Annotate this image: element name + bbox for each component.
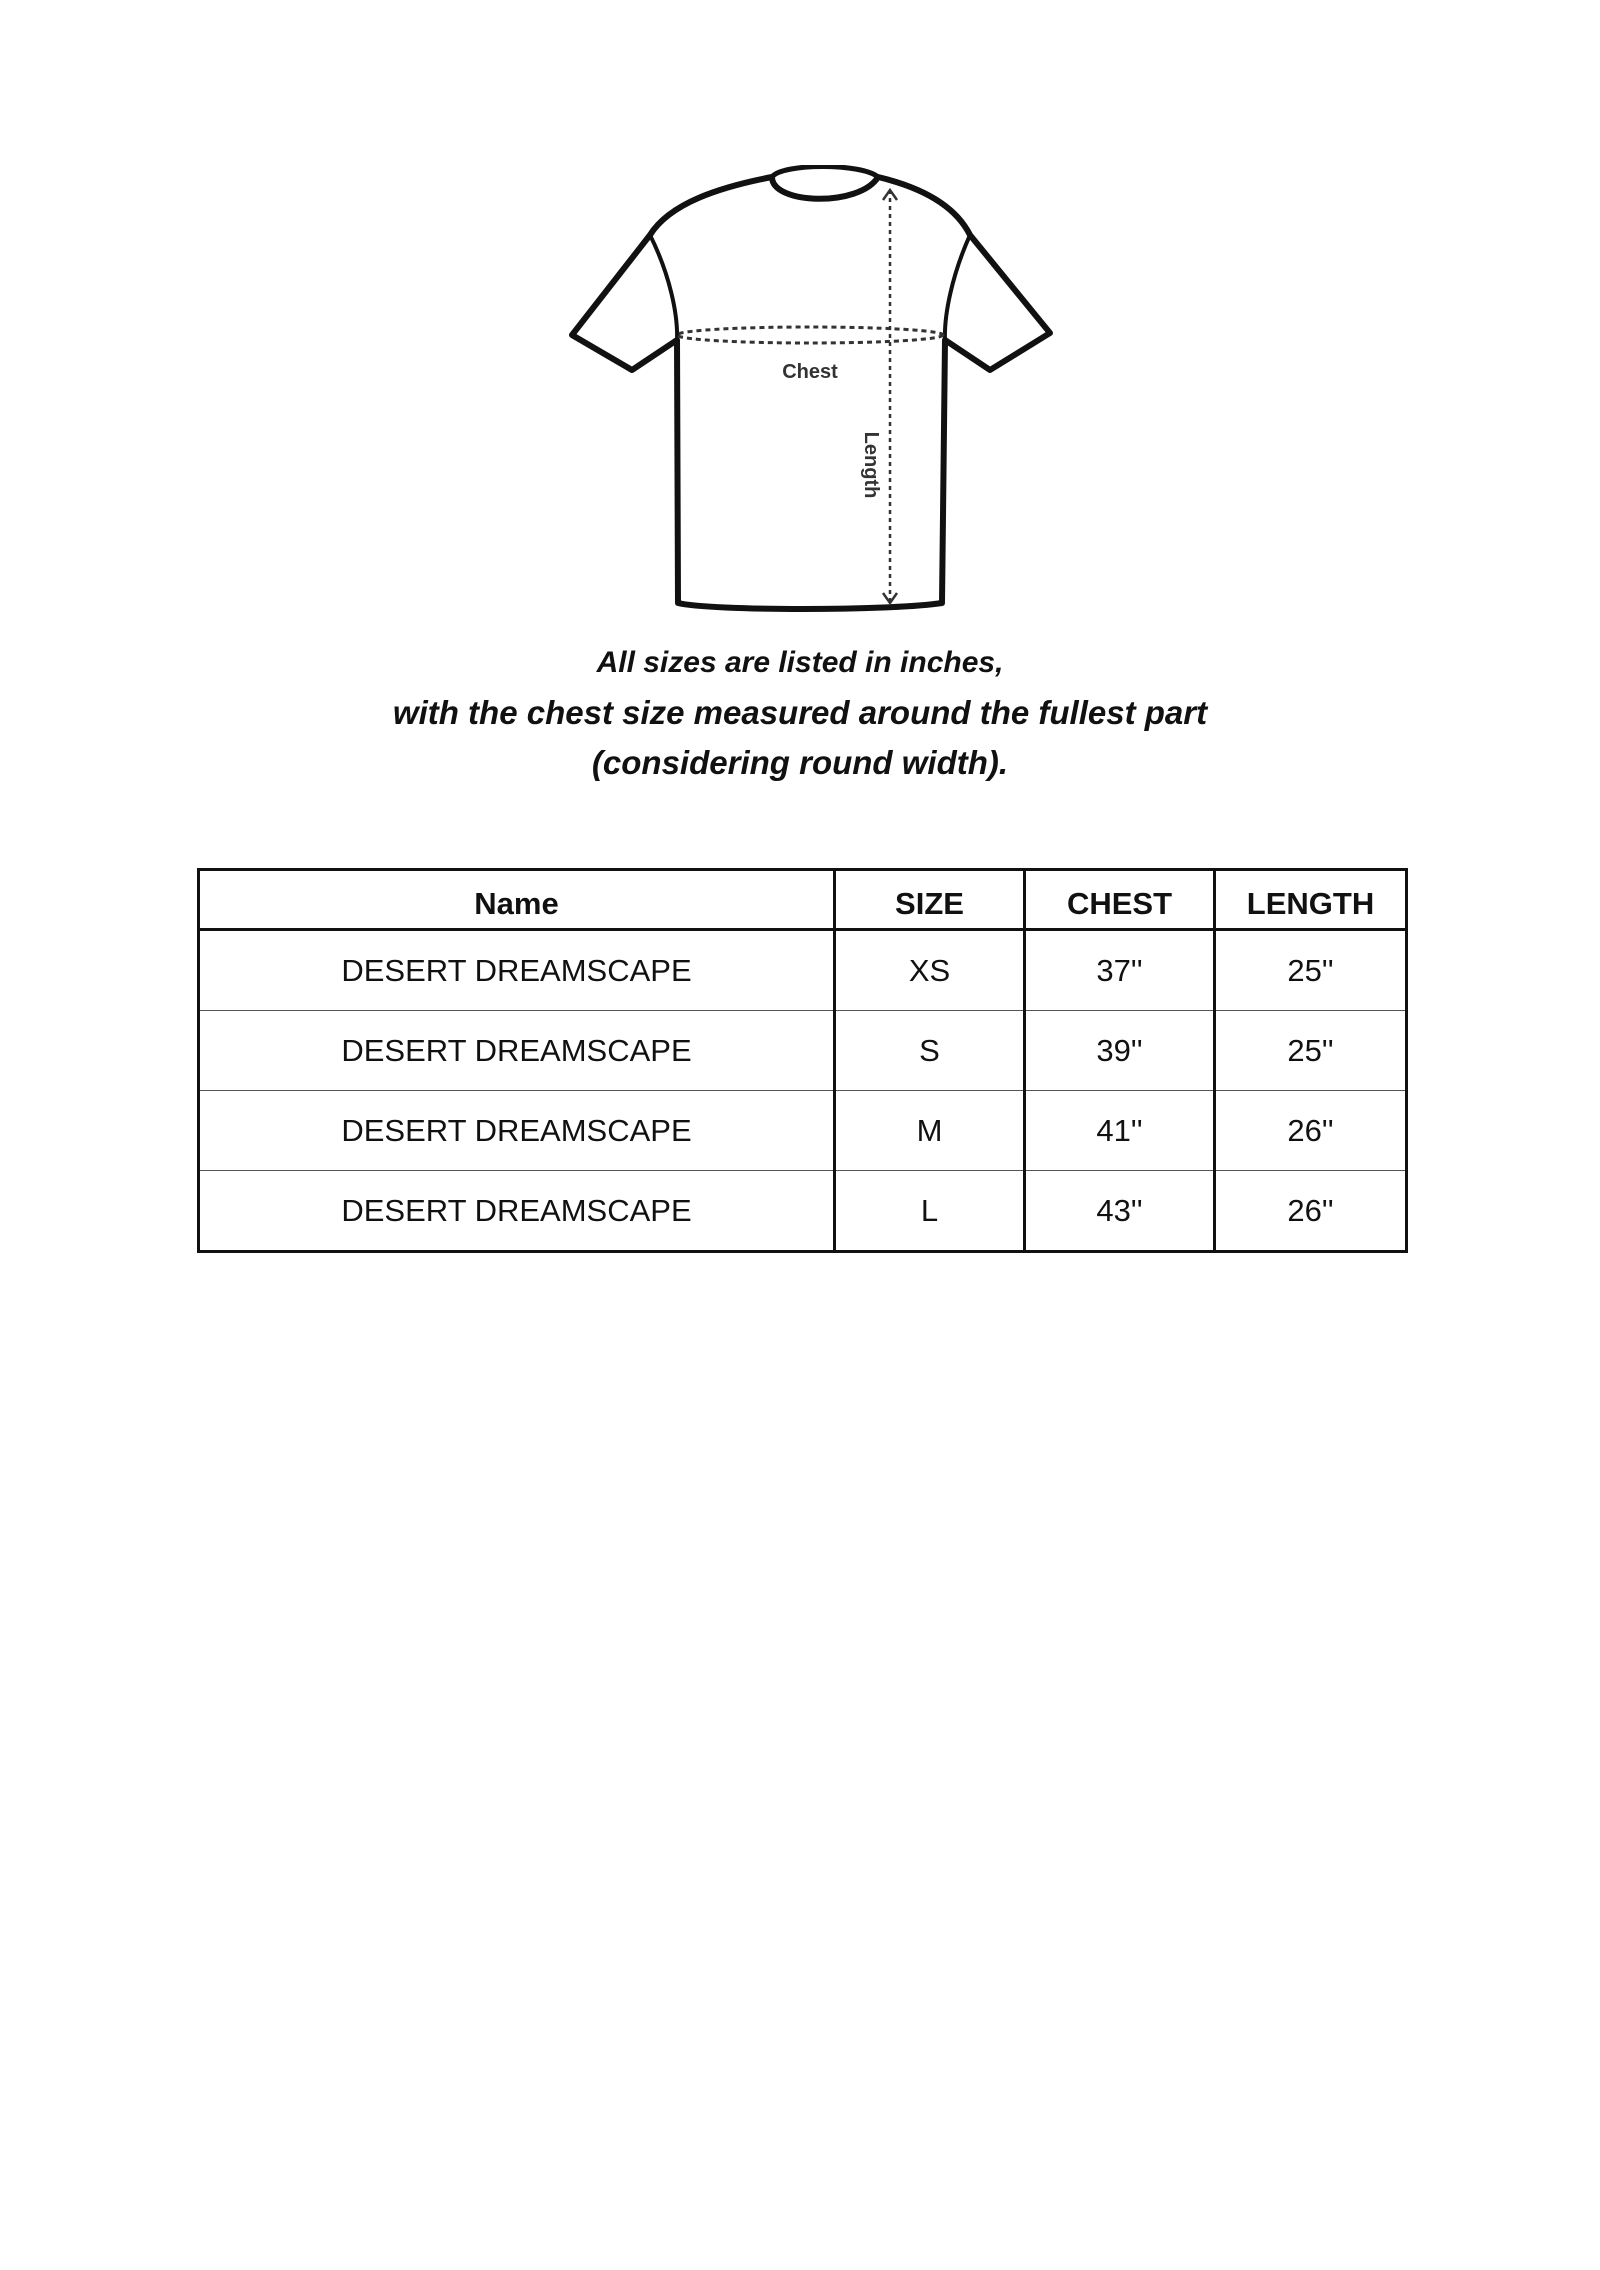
- table-header-row: [199, 870, 1407, 930]
- length-label: Length: [860, 431, 882, 499]
- t-shirt-measurement-icon: [560, 165, 1060, 625]
- caption-line-2: with the chest size measured around the fullest part: [392, 694, 1208, 731]
- chest-label: Chest: [782, 361, 838, 383]
- cell-length: 25'': [1215, 1011, 1407, 1091]
- cell-length: 26'': [1215, 1171, 1407, 1252]
- cell-size: M: [835, 1091, 1025, 1171]
- cell-chest: 43'': [1025, 1171, 1215, 1252]
- cell-chest: 37'': [1025, 930, 1215, 1011]
- header-chest: CHEST: [1025, 870, 1215, 930]
- cell-size: XS: [835, 930, 1025, 1011]
- cell-name: DESERT DREAMSCAPE: [199, 1011, 835, 1091]
- table-row: [199, 930, 1407, 1011]
- header-length: LENGTH: [1215, 870, 1407, 930]
- cell-length: 26'': [1215, 1091, 1407, 1171]
- cell-name: DESERT DREAMSCAPE: [199, 930, 835, 1011]
- cell-size: S: [835, 1011, 1025, 1091]
- cell-chest: 41'': [1025, 1091, 1215, 1171]
- caption-line-3: (considering round width).: [591, 744, 1009, 781]
- cell-size: L: [835, 1171, 1025, 1252]
- table-row: [199, 1091, 1407, 1171]
- table-row: [199, 1011, 1407, 1091]
- table-row: [199, 1171, 1407, 1252]
- cell-chest: 39'': [1025, 1011, 1215, 1091]
- cell-length: 25'': [1215, 930, 1407, 1011]
- cell-name: DESERT DREAMSCAPE: [199, 1171, 835, 1252]
- header-name: Name: [199, 870, 835, 930]
- header-size: SIZE: [835, 870, 1025, 930]
- cell-name: DESERT DREAMSCAPE: [199, 1091, 835, 1171]
- caption-line-1: All sizes are listed in inches,: [596, 646, 1004, 679]
- size-chart-table: [197, 868, 1408, 1253]
